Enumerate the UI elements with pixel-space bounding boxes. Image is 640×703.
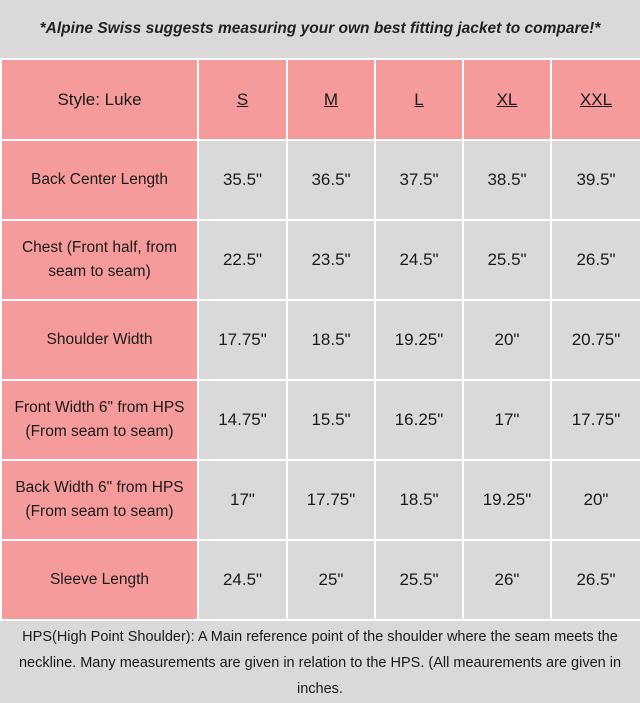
- table-header-row: [1, 59, 640, 140]
- table-cell: 36.5": [287, 140, 375, 220]
- table-cell: 22.5": [198, 220, 287, 300]
- row-label-sleeve-length: Sleeve Length: [1, 540, 198, 620]
- table-cell: 26.5": [551, 540, 640, 620]
- table-row: [1, 300, 640, 380]
- row-label-back-center-length: Back Center Length: [1, 140, 198, 220]
- table-cell: 20": [551, 460, 640, 540]
- table-cell: 35.5": [198, 140, 287, 220]
- table-cell: 25.5": [375, 540, 463, 620]
- table-cell: 19.25": [375, 300, 463, 380]
- size-header-l: L: [375, 59, 463, 140]
- size-header-s: S: [198, 59, 287, 140]
- table-row: [1, 220, 640, 300]
- row-label-shoulder-width: Shoulder Width: [1, 300, 198, 380]
- size-chart-table: [0, 58, 640, 621]
- table-row: [1, 380, 640, 460]
- table-cell: 17.75": [198, 300, 287, 380]
- table-cell: 38.5": [463, 140, 551, 220]
- table-cell: 25": [287, 540, 375, 620]
- table-cell: 25.5": [463, 220, 551, 300]
- table-cell: 18.5": [287, 300, 375, 380]
- table-cell: 15.5": [287, 380, 375, 460]
- table-cell: 20.75": [551, 300, 640, 380]
- table-cell: 17.75": [287, 460, 375, 540]
- row-label-front-width: Front Width 6" from HPS (From seam to seam): [1, 380, 198, 460]
- table-cell: 17": [198, 460, 287, 540]
- table-cell: 19.25": [463, 460, 551, 540]
- size-header-xxl: XXL: [551, 59, 640, 140]
- table-cell: 18.5": [375, 460, 463, 540]
- table-cell: 26": [463, 540, 551, 620]
- table-cell: 26.5": [551, 220, 640, 300]
- table-cell: 17.75": [551, 380, 640, 460]
- table-cell: 39.5": [551, 140, 640, 220]
- header-note: *Alpine Swiss suggests measuring your own best fitting jacket to compare!*: [39, 20, 601, 37]
- table-cell: 17": [463, 380, 551, 460]
- size-header-m: M: [287, 59, 375, 140]
- hps-footnote: HPS(High Point Shoulder): A Main reference point of the shoulder where the seam meets the neckline. Many measurements are given in relation to the HPS. (All meaurements are given in inches.: [18, 629, 622, 697]
- style-label: Style: Luke: [1, 59, 198, 140]
- table-cell: 23.5": [287, 220, 375, 300]
- table-cell: 20": [463, 300, 551, 380]
- table-cell: 24.5": [375, 220, 463, 300]
- table-row: [1, 540, 640, 620]
- table-cell: 37.5": [375, 140, 463, 220]
- table-cell: 24.5": [198, 540, 287, 620]
- size-header-xl: XL: [463, 59, 551, 140]
- row-label-back-width: Back Width 6" from HPS (From seam to seam): [1, 460, 198, 540]
- table-cell: 16.25": [375, 380, 463, 460]
- table-row: [1, 140, 640, 220]
- table-cell: 14.75": [198, 380, 287, 460]
- row-label-chest: Chest (Front half, from seam to seam): [1, 220, 198, 300]
- table-row: [1, 460, 640, 540]
